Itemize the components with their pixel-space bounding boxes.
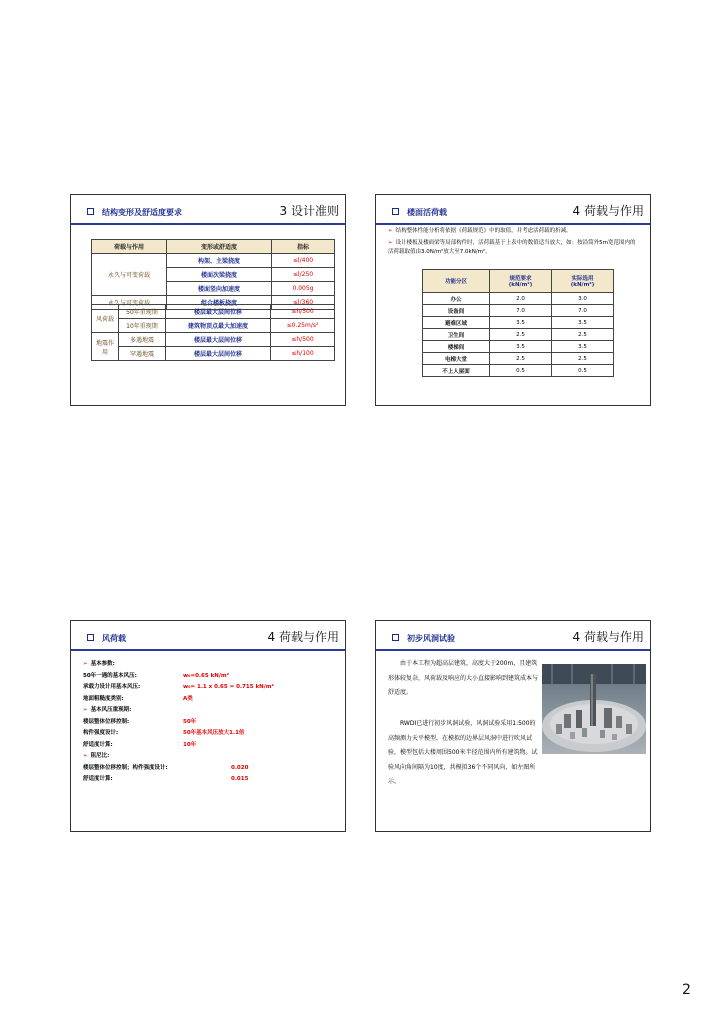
section-label: 3 设计准则 [279, 204, 339, 218]
table-cell: 永久与可变荷载 [92, 254, 167, 296]
bullet-text: ➢ 结构整体性能分析将依据《荷载规范》中的取值，并考虑活荷载的折减。 [388, 228, 572, 234]
arrow-icon: ➢ [83, 753, 88, 759]
table-cell: 7.0 [490, 305, 552, 317]
wind-parameters [83, 659, 333, 786]
table-cell: 楼层最大层间位移 [166, 333, 271, 347]
list-item: ➢ 基本风压重现期: [83, 707, 132, 713]
table-cell: 0.5 [552, 365, 614, 377]
wind-tunnel-model-photo [542, 664, 646, 754]
table-header: 实际选用 (kN/m²) [552, 270, 614, 293]
table-cell: ≤0.25m/s² [271, 319, 335, 333]
bullet-text: ➢ 设计楼板及楼面梁等局部构件时，活荷载基于上表中的数值适当放大，如：按沿筒外5m宽范围内的活荷载取值由3.0N/m²放大至7.0kN/m²。 [388, 240, 636, 255]
bullet-box-icon [87, 634, 94, 641]
table-cell: 3.5 [490, 317, 552, 329]
list-item: 楼层整体位移控制；构件强度设计: 0.020 [83, 764, 249, 771]
table-cell: 避难区域 [423, 317, 490, 329]
table-cell: 3.5 [552, 317, 614, 329]
table-cell: 多遇地震 [119, 333, 166, 347]
table-cell: 3.0 [552, 293, 614, 305]
arrow-icon: ➢ [388, 240, 393, 246]
list-item: 地面粗糙度类别: A类 [83, 695, 193, 702]
slide-title-bar [71, 195, 345, 225]
table-cell: 设备间 [423, 305, 490, 317]
table-cell: 楼层最大层间位移 [166, 305, 271, 319]
table-cell: 楼层最大层间位移 [166, 347, 271, 361]
arrow-icon: ➢ [83, 661, 88, 667]
list-item: 楼层整体位移控制: 50年 [83, 718, 197, 725]
table-cell: 永久与可变荷载 [92, 296, 167, 310]
slide-wind-load [70, 620, 346, 832]
list-item: 50年一遇的基本风压: w₀=0.65 kN/m² [83, 672, 229, 679]
table-cell: 3.5 [490, 341, 552, 353]
table-cell: 办公 [423, 293, 490, 305]
table-header: 变形或舒适度 [167, 240, 272, 254]
bullet-box-icon [87, 208, 94, 215]
table-cell: 2.5 [490, 329, 552, 341]
table-cell: ≤h/500 [271, 305, 335, 319]
slide-title: 初步风洞试验 [392, 633, 455, 644]
table-cell: 10年重现期 [119, 319, 166, 333]
table-cell: ≤h/500 [271, 333, 335, 347]
list-item: 舒适度计算: 10年 [83, 741, 197, 748]
table-header: 指标 [272, 240, 335, 254]
table-cell: 楼面竖向加速度 [167, 282, 272, 296]
section-label: 4 荷载与作用 [572, 204, 644, 218]
list-item: 承载力设计用基本风压: w₀= 1.1 x 0.65 = 0.715 kN/m² [83, 684, 274, 690]
table-cell: 组合楼板挠度 [167, 296, 272, 310]
section-label: 4 荷载与作用 [267, 630, 339, 644]
table-cell: 罕遇地震 [119, 347, 166, 361]
paragraph: 由于本工程为超高层建筑，高度大于200m，且建筑形体较复杂，风荷载及响应的大小直接影响到建筑成本与舒适度。 [388, 660, 539, 696]
slide-title: 结构变形及舒适度要求 [87, 207, 182, 218]
section-label: 4 荷载与作用 [572, 630, 644, 644]
table-cell: 构架、主梁挠度 [167, 254, 272, 268]
table-cell: 风荷载 [92, 305, 119, 333]
table-cell: 3.5 [552, 341, 614, 353]
slide-wind-tunnel-test [375, 620, 651, 832]
table-cell: 不上人屋面 [423, 365, 490, 377]
page-number: 2 [682, 982, 691, 998]
table-cell: ≤l/250 [272, 268, 335, 282]
table-cell: 7.0 [552, 305, 614, 317]
table-cell: 电梯大堂 [423, 353, 490, 365]
table-header: 荷载与作用 [92, 240, 167, 254]
bullet-box-icon [392, 634, 399, 641]
table-cell: ≤l/400 [272, 254, 335, 268]
paragraph: RWDI已进行初步风洞试验，风洞试验采用1:500的高频测力天平模型，在模拟的边界层风洞中进行吹风试验，模型包括大楼周围500米半径范围内所有建筑物。试验风向角间隔为10度，共模拟36个不同风向，如左图所示。 [388, 720, 538, 785]
table-cell: ≤h/100 [271, 347, 335, 361]
slide-design-criteria [70, 194, 346, 406]
list-item: 构件强度设计: 50年基本风压放大1.1倍 [83, 730, 245, 736]
table-cell: 2.5 [552, 353, 614, 365]
table-cell: 2.5 [552, 329, 614, 341]
slide-title-bar [71, 621, 345, 651]
arrow-icon: ➢ [83, 707, 88, 713]
table-cell: 地震作用 [92, 333, 119, 361]
slide-title-bar [376, 195, 650, 225]
list-item: ➢ 阻尼比: [83, 753, 110, 759]
bullet-box-icon [392, 208, 399, 215]
table-cell: 楼梯间 [423, 341, 490, 353]
table-cell: ≤l/360 [272, 296, 335, 310]
slide-title: 楼面活荷载 [392, 207, 447, 218]
table-header: 规范要求 (kN/m²) [490, 270, 552, 293]
slide-title-bar [376, 621, 650, 651]
table-cell: 0.005g [272, 282, 335, 296]
slide-floor-live-load [375, 194, 651, 406]
slide-title: 风荷载 [87, 633, 126, 644]
table-cell: 建筑物顶点最大加速度 [166, 319, 271, 333]
live-load-table [422, 269, 614, 377]
table-cell: 2.5 [490, 353, 552, 365]
table-cell: 0.5 [490, 365, 552, 377]
deformation-table [91, 239, 335, 310]
table-cell: 卫生间 [423, 329, 490, 341]
arrow-icon: ➢ [388, 228, 393, 234]
list-item: 舒适度计算: 0.015 [83, 776, 249, 782]
deformation-table-lower [91, 304, 335, 361]
table-cell: 2.0 [490, 293, 552, 305]
table-cell: 楼面次梁挠度 [167, 268, 272, 282]
list-item: ➢ 基本参数: [83, 661, 115, 667]
table-cell: 50年重现期 [119, 305, 166, 319]
table-header: 功能分区 [423, 270, 490, 293]
wind-tunnel-model-image [542, 664, 646, 754]
